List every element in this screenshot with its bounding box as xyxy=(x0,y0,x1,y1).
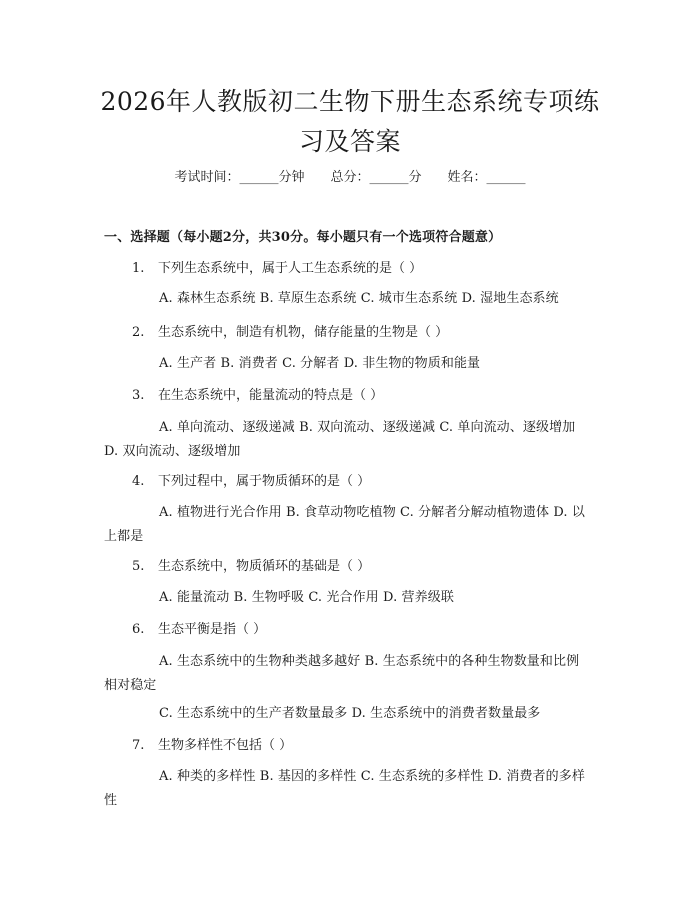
question-number: 7. xyxy=(132,738,145,753)
question-7-options: A. 种类的多样性 B. 基因的多样性 C. 生态系统的多样性 D. 消费者的多样性 xyxy=(104,769,585,808)
exam-name-label: 姓名：______ xyxy=(447,170,526,185)
question-2-stem xyxy=(132,323,448,343)
document-title: 2026年人教版初二生物下册生态系统专项练习及答案 xyxy=(100,87,600,156)
question-number: 4. xyxy=(132,474,145,489)
question-6-options: C. 生态系统中的生产者数量最多 D. 生态系统中的消费者数量最多 xyxy=(159,706,541,721)
question-text: 生态系统中，物质循环的基础是（ ） xyxy=(158,559,371,574)
question-3-options: A. 单向流动、逐级递减 B. 双向流动、逐级递减 C. 单向流动、逐级增加 D. 双向流动、逐级增加 xyxy=(104,420,576,459)
question-text: 在生态系统中，能量流动的特点是（ ） xyxy=(158,388,384,403)
question-number: 3. xyxy=(132,388,145,403)
question-7-stem xyxy=(132,736,292,756)
question-4-options: A. 植物进行光合作用 B. 食草动物吃植物 C. 分解者分解动植物遗体 D. 以上都是 xyxy=(104,505,585,544)
question-number: 2. xyxy=(132,325,145,340)
exam-time-label: 考试时间：______分钟 xyxy=(174,170,305,185)
question-5-stem xyxy=(132,557,370,577)
question-text: 下列生态系统中，属于人工生态系统的是（ ） xyxy=(158,261,423,276)
exam-score-label: 总分：______分 xyxy=(330,170,422,185)
question-4-stem xyxy=(132,472,370,492)
question-text: 生态系统中，制造有机物，储存能量的生物是（ ） xyxy=(158,325,449,340)
question-text: 下列过程中，属于物质循环的是（ ） xyxy=(158,474,371,489)
question-number: 6. xyxy=(132,622,145,637)
question-2-options: A. 生产者 B. 消费者 C. 分解者 D. 非生物的物质和能量 xyxy=(159,356,481,371)
question-number: 5. xyxy=(132,559,145,574)
question-6-options: A. 生态系统中的生物种类越多越好 B. 生态系统中的各种生物数量和比例相对稳定 xyxy=(104,654,580,693)
exam-info xyxy=(0,168,700,188)
section-heading: 一、选择题（每小题2分，共30分。每小题只有一个选项符合题意） xyxy=(104,230,502,245)
question-3-stem xyxy=(132,386,383,406)
question-text: 生态平衡是指（ ） xyxy=(158,622,267,637)
question-5-options: A. 能量流动 B. 生物呼吸 C. 光合作用 D. 营养级联 xyxy=(159,590,454,605)
question-number: 1. xyxy=(132,261,145,276)
question-6-stem xyxy=(132,620,266,640)
question-text: 生物多样性不包括（ ） xyxy=(158,738,293,753)
question-1-stem xyxy=(132,259,422,279)
question-1-options: A. 森林生态系统 B. 草原生态系统 C. 城市生态系统 D. 湿地生态系统 xyxy=(159,291,559,306)
